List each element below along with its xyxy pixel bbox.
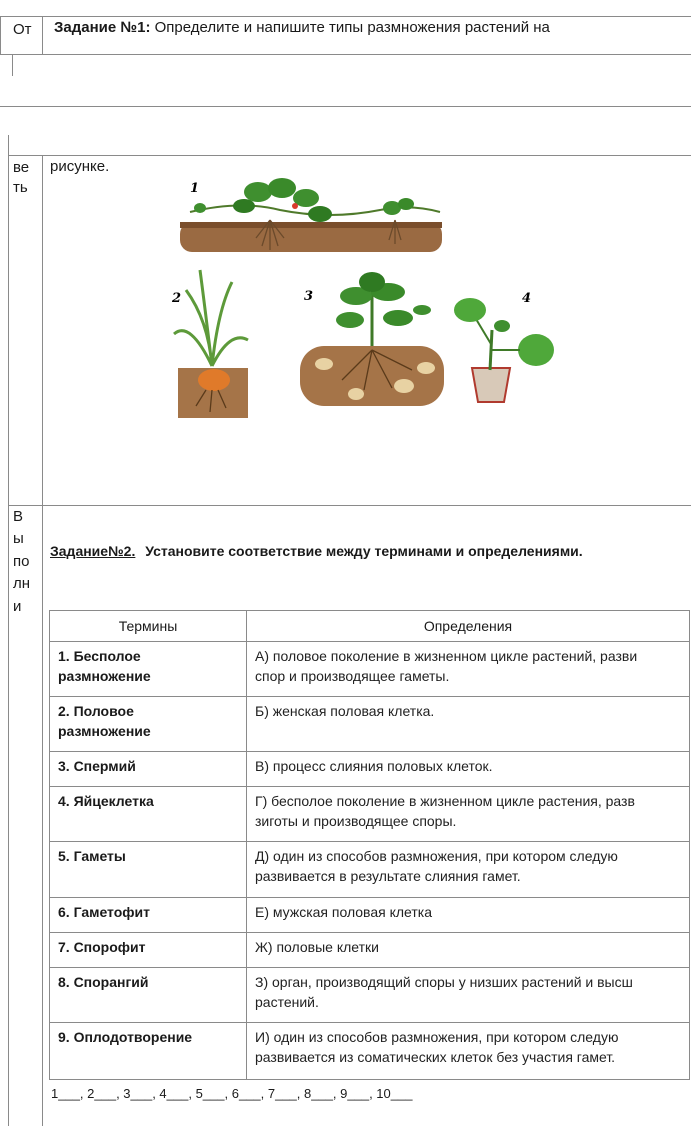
task2-title: Задание№2. (50, 543, 136, 559)
definition-line: Ж) половые клетки (255, 939, 379, 955)
table-row (50, 933, 690, 968)
definition-cell (247, 787, 690, 842)
potted-cutting-illustration (454, 298, 554, 402)
tick-mark (12, 54, 13, 76)
side-text-line: ть (13, 179, 28, 196)
task1-heading (54, 19, 550, 36)
left-border (8, 155, 9, 1126)
term-line: 7. Спорофит (58, 939, 146, 955)
table-row (50, 1023, 690, 1080)
side-text-line: ы (13, 530, 24, 547)
column-header-definitions: Определения (247, 611, 690, 642)
row1-divider (42, 16, 43, 54)
definition-line: Г) бесполое поколение в жизненном цикле растения, разв (255, 793, 635, 809)
definition-line: развивается в результате слияния гамет. (255, 868, 521, 884)
definition-line: спор и производящее гаметы. (255, 668, 450, 684)
task1-text: Определите и напишите типы размножения растений на (154, 19, 550, 36)
column-divider (42, 155, 43, 1126)
term-cell (50, 697, 247, 752)
task2-text: Установите соответствие между терминами и определениями. (145, 543, 583, 559)
row2-top-border (8, 155, 691, 156)
onion-bulb-illustration (174, 270, 248, 418)
term-line: 6. Гаметофит (58, 904, 150, 920)
definition-cell (247, 1023, 690, 1080)
term-line: 2. Половое (58, 703, 134, 719)
potato-tuber-illustration (300, 272, 444, 406)
figure-label-2: 2 (172, 291, 182, 306)
side-text-top: От (13, 21, 32, 38)
answer-blanks[interactable]: 1___, 2___, 3___, 4___, 5___, 6___, 7___, 8___, 9___, 10___ (51, 1086, 413, 1101)
definition-line: И) один из способов размножения, при котором следую (255, 1029, 619, 1045)
term-line: 1. Бесполое (58, 648, 141, 664)
figure-label-4: 4 (522, 291, 532, 306)
term-cell (50, 1023, 247, 1080)
definition-line: Е) мужская половая клетка (255, 904, 432, 920)
figure-label-3: 3 (304, 289, 314, 304)
term-line: 3. Спермий (58, 758, 136, 774)
plant-reproduction-figure (160, 170, 560, 425)
column-header-terms: Термины (50, 611, 247, 642)
term-line: 8. Спорангий (58, 974, 149, 990)
side-text-line: лн (13, 575, 31, 592)
definition-line: Д) один из способов размножения, при котором следую (255, 848, 618, 864)
table-row (50, 752, 690, 787)
table-row (50, 642, 690, 697)
tick-mark-2 (8, 135, 9, 155)
table-row (50, 842, 690, 898)
definition-line: Б) женская половая клетка. (255, 703, 435, 719)
definition-line: зиготы и производящее споры. (255, 813, 457, 829)
definition-line: А) половое поколение в жизненном цикле растений, разви (255, 648, 638, 664)
table-row (50, 697, 690, 752)
definition-cell (247, 697, 690, 752)
term-cell (50, 842, 247, 898)
definition-line: растений. (255, 994, 319, 1010)
definition-cell (247, 642, 690, 697)
row1-bottom-border (0, 54, 691, 55)
term-cell (50, 968, 247, 1023)
figure-label-1: 1 (190, 181, 200, 196)
top-border (0, 16, 691, 17)
task1-title: Задание №1: (54, 19, 151, 36)
definition-line: В) процесс слияния половых клеток. (255, 758, 493, 774)
definition-cell (247, 968, 690, 1023)
side-text-line: ве (13, 159, 30, 176)
term-line: 4. Яйцеклетка (58, 793, 154, 809)
term-cell (50, 752, 247, 787)
terms-definitions-table (49, 610, 690, 1080)
task1-continuation: рисунке. (50, 158, 110, 175)
definition-cell (247, 933, 690, 968)
term-cell (50, 933, 247, 968)
term-line: размножение (58, 723, 151, 739)
table-row (50, 898, 690, 933)
term-line: 5. Гаметы (58, 848, 126, 864)
row1-left-border (0, 16, 1, 54)
term-cell (50, 642, 247, 697)
side-text-line: В (13, 508, 24, 525)
side-text-line: и (13, 598, 22, 615)
definition-cell (247, 752, 690, 787)
definition-line: развивается из соматических клеток без участия гамет. (255, 1049, 616, 1065)
definition-line: З) орган, производящий споры у низших растений и высш (255, 974, 633, 990)
side-text-line: по (13, 553, 30, 570)
definition-cell (247, 898, 690, 933)
definition-cell (247, 842, 690, 898)
term-line: размножение (58, 668, 151, 684)
term-cell (50, 898, 247, 933)
term-cell (50, 787, 247, 842)
row3-top-border (8, 505, 691, 506)
table-row (50, 787, 690, 842)
strawberry-runner-illustration (180, 178, 442, 252)
term-line: 9. Оплодотворение (58, 1029, 193, 1045)
table-row (50, 968, 690, 1023)
gap-line (0, 106, 691, 107)
task2-heading (50, 543, 583, 559)
